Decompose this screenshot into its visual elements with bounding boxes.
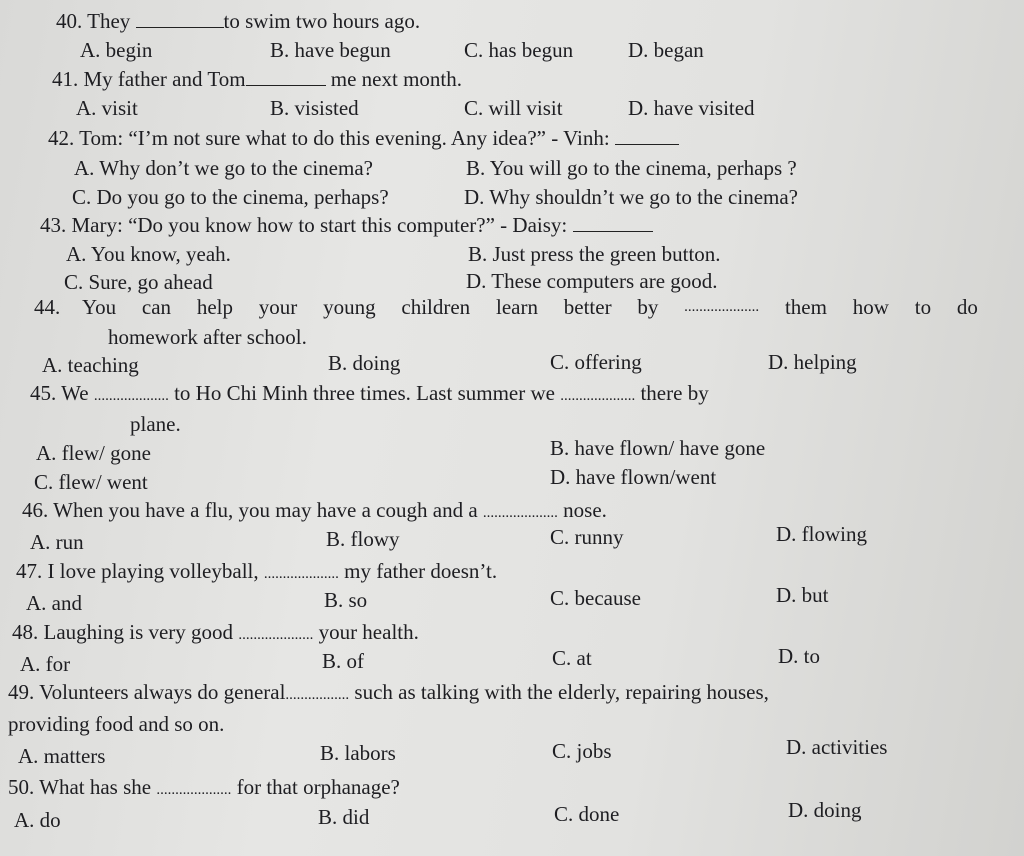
question-number: 43. [40, 213, 67, 237]
question-word: to [914, 295, 932, 319]
option-c: C. Do you go to the cinema, perhaps? [72, 185, 389, 209]
question-text: Volunteers always do general [39, 680, 286, 704]
option-d: D. Why shouldn’t we go to the cinema? [464, 185, 798, 209]
option-b: B. so [324, 588, 368, 612]
option-c: C. has begun [464, 38, 574, 62]
option-b: B. labors [320, 741, 396, 765]
answer-blank: .................... [560, 388, 636, 404]
option-d: D. doing [788, 798, 862, 822]
question-word: children [401, 295, 471, 319]
question-47 [16, 558, 497, 587]
question-text: Tom: “I’m not sure what to do this evening. Any idea?” - Vinh: [79, 126, 615, 150]
option-a: A. visit [76, 96, 138, 120]
option-d: D. activities [786, 735, 888, 759]
option-a: A. flew/ gone [36, 441, 151, 465]
option-c: C. because [550, 586, 641, 610]
answer-blank [246, 67, 326, 86]
option-a: A. for [20, 652, 71, 676]
option-b: B. visisted [270, 96, 359, 120]
option-c: C. flew/ went [34, 470, 148, 494]
option-d: D. have visited [628, 96, 755, 120]
question-number: 42. [48, 126, 75, 150]
option-d: D. to [778, 644, 820, 668]
question-45-continuation: plane. [130, 412, 181, 436]
option-a: A. and [26, 591, 82, 615]
question-number: 47. [16, 559, 43, 583]
question-text: for that orphanage? [231, 775, 400, 799]
option-a: A. matters [18, 744, 106, 768]
option-c: C. Sure, go ahead [64, 270, 213, 294]
option-c: C. offering [550, 350, 642, 374]
question-48 [12, 619, 419, 648]
question-50 [8, 774, 400, 803]
option-d: D. These computers are good. [466, 269, 718, 293]
option-d: D. flowing [776, 522, 867, 546]
question-40 [56, 8, 420, 34]
question-46 [22, 497, 607, 526]
question-number: 48. [12, 620, 39, 644]
option-a: A. do [14, 808, 61, 832]
answer-blank: .................... [93, 388, 169, 404]
question-42 [48, 125, 679, 151]
question-text: me next month. [325, 67, 463, 91]
question-word: learn [495, 295, 538, 319]
option-b: B. have flown/ have gone [550, 436, 766, 460]
question-text: My father and Tom [83, 67, 246, 91]
question-number: 46. [22, 498, 49, 522]
answer-blank: .................... [263, 566, 339, 582]
option-c: C. at [552, 646, 592, 670]
question-number: 40. [56, 9, 83, 33]
option-b: B. flowy [326, 527, 400, 551]
question-44-number: 44. [34, 295, 61, 319]
question-text: your health. [313, 620, 419, 644]
option-a: A. You know, yeah. [66, 242, 231, 266]
option-c: C. runny [550, 525, 624, 549]
question-text: I love playing volleyball, [47, 559, 264, 583]
question-43 [40, 212, 653, 238]
question-text: Laughing is very good [43, 620, 239, 644]
question-word: how [852, 295, 889, 319]
option-b: B. doing [328, 351, 401, 375]
question-41 [52, 66, 462, 92]
question-number: 49. [8, 680, 35, 704]
answer-blank [573, 213, 653, 232]
question-text: to Ho Chi Minh three times. Last summer we [168, 381, 561, 405]
answer-blank: .................... [684, 299, 760, 315]
question-word: your [258, 295, 298, 319]
answer-blank: .................... [156, 782, 232, 798]
option-c: C. done [554, 802, 620, 826]
answer-blank [615, 126, 679, 145]
option-a: A. teaching [42, 353, 139, 377]
option-c: C. jobs [552, 739, 612, 763]
question-49-continuation: providing food and so on. [8, 712, 225, 736]
question-49 [8, 679, 769, 708]
question-text: They [87, 9, 136, 33]
question-45 [30, 380, 709, 409]
question-44 [82, 294, 978, 320]
question-text: such as talking with the elderly, repairing houses, [349, 680, 769, 704]
question-text: nose. [557, 498, 607, 522]
option-a: A. Why don’t we go to the cinema? [74, 156, 373, 180]
question-44-continuation: homework after school. [108, 325, 307, 349]
option-b: B. Just press the green button. [468, 242, 721, 266]
question-word: better [563, 295, 612, 319]
question-number: 41. [52, 67, 79, 91]
question-word: help [196, 295, 233, 319]
question-text: to swim two hours ago. [223, 9, 421, 33]
answer-blank [136, 9, 224, 28]
answer-blank: .................... [238, 627, 314, 643]
option-d: D. helping [768, 350, 857, 374]
question-text: Mary: “Do you know how to start this computer?” - Daisy: [71, 213, 573, 237]
question-text: When you have a flu, you may have a cough and a [53, 498, 483, 522]
question-word: by [637, 295, 659, 319]
question-text: my father doesn’t. [338, 559, 498, 583]
question-word: do [956, 295, 978, 319]
question-number: 45. [30, 381, 57, 405]
option-d: D. began [628, 38, 704, 62]
option-b: B. of [322, 649, 364, 673]
question-word: them [784, 295, 827, 319]
question-word: You [82, 295, 117, 319]
option-a: A. begin [80, 38, 153, 62]
question-word: young [323, 295, 376, 319]
question-number: 50. [8, 775, 35, 799]
option-b: B. have begun [270, 38, 391, 62]
answer-blank: .................... [482, 505, 558, 521]
option-d: D. but [776, 583, 829, 607]
answer-blank: ................. [285, 687, 350, 703]
option-d: D. have flown/went [550, 465, 717, 489]
option-c: C. will visit [464, 96, 563, 120]
question-text: there by [635, 381, 709, 405]
option-b: B. did [318, 805, 370, 829]
option-b: B. You will go to the cinema, perhaps ? [466, 156, 797, 180]
option-a: A. run [30, 530, 84, 554]
question-text: What has she [39, 775, 157, 799]
question-text: We [61, 381, 94, 405]
question-word: can [141, 295, 172, 319]
